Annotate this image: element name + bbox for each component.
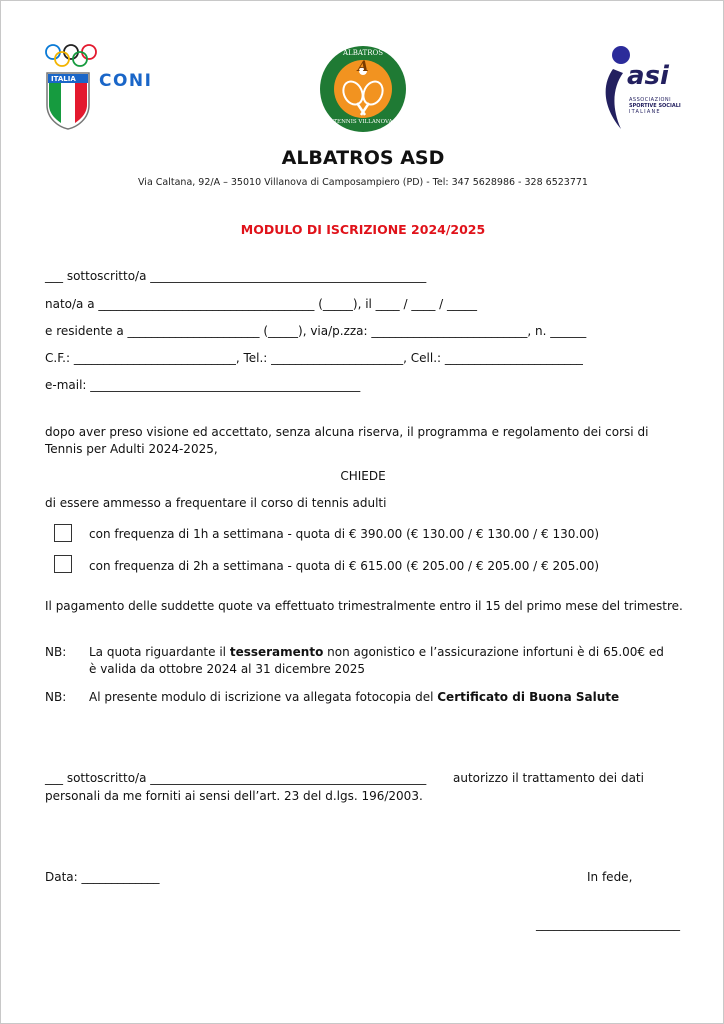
field-email[interactable]: e-mail: _____________________________________________ <box>45 378 361 392</box>
coni-label: CONI <box>99 71 153 91</box>
asi-sub-1: ASSOCIAZIONI <box>629 97 672 103</box>
payment-text: Il pagamento delle suddette quote va effettuato trimestralmente entro il 15 del primo mese del trimestre. <box>45 599 683 613</box>
italia-shield-label: ITALIA <box>51 75 76 83</box>
club-title: ALBATROS ASD <box>281 147 445 169</box>
nb1-bold: tesseramento <box>229 645 324 659</box>
consent-text-line2: personali da me forniti ai sensi dell’art. 23 del d.lgs. 196/2003. <box>45 789 423 803</box>
option-2h-checkbox[interactable] <box>54 555 72 573</box>
consent-name-field[interactable]: ___ sottoscritto/a ______________________________________________ <box>45 771 427 785</box>
coni-logo <box>41 41 161 133</box>
club-logo-letter: A <box>357 59 369 75</box>
field-cf-tel-cell[interactable]: C.F.: ___________________________, Tel.: ______________________, Cell.: _______________________ <box>45 351 583 365</box>
club-logo <box>319 45 407 133</box>
nb-certificato-text <box>89 689 619 705</box>
nb-label-1: NB: <box>45 645 67 659</box>
preamble-text: dopo aver preso visione ed accettato, senza alcuna riserva, il programma e regolamento dei corsi di Tennis per Adulti 2024-2025, <box>45 425 649 456</box>
nb2-bold: Certificato di Buona Salute <box>437 690 620 704</box>
asi-logo <box>599 43 685 133</box>
nb-tesseramento-text <box>89 644 669 678</box>
club-address: Via Caltana, 92/A – 35010 Villanova di Camposampiero (PD) - Tel: 347 5628986 - 328 6523771 <box>138 177 588 188</box>
chiede-label: CHIEDE <box>340 469 386 483</box>
asi-sub-3: ITALIANE <box>629 109 661 115</box>
olympic-rings-icon <box>43 43 99 69</box>
option-2h-label: con frequenza di 2h a settimana - quota di € 615.00 (€ 205.00 / € 205.00 / € 205.00) <box>89 559 600 573</box>
field-residenza[interactable]: e residente a ______________________ (_____), via/p.zza: __________________________, n. ______ <box>45 324 587 338</box>
in-fede-label: In fede, <box>587 870 633 884</box>
option-1h-checkbox[interactable] <box>54 524 72 542</box>
asi-label: asi <box>627 61 669 91</box>
club-logo-bottom-text: TENNIS VILLANOVA <box>333 119 393 125</box>
form-heading: MODULO DI ISCRIZIONE 2024/2025 <box>240 222 486 237</box>
consent-authorize-text: autorizzo il trattamento dei dati <box>453 771 644 785</box>
field-sottoscritto[interactable]: ___ sottoscritto/a ______________________________________________ <box>45 269 427 283</box>
request-text: di essere ammesso a frequentare il corso di tennis adulti <box>45 496 387 510</box>
club-logo-top-text: ALBATROS <box>343 49 383 57</box>
field-nato-a[interactable]: nato/a a ____________________________________ (_____), il ____ / ____ / _____ <box>45 297 478 311</box>
date-field[interactable]: Data: _____________ <box>45 870 160 884</box>
nb1-after: non agonistico e l’assicurazione infortuni è di 65.00€ ed è valida da ottobre 2024 al 31 dicembre 2025 <box>89 645 664 676</box>
asi-sub-2: SPORTIVE SOCIALI <box>629 103 681 109</box>
nb2-before: Al presente modulo di iscrizione va allegata fotocopia del <box>89 690 438 704</box>
nb-label-2: NB: <box>45 690 67 704</box>
nb1-before: La quota riguardante il <box>89 645 230 659</box>
signature-line[interactable]: ________________________ <box>536 917 680 931</box>
option-1h-label: con frequenza di 1h a settimana - quota di € 390.00 (€ 130.00 / € 130.00 / € 130.00) <box>89 527 600 541</box>
